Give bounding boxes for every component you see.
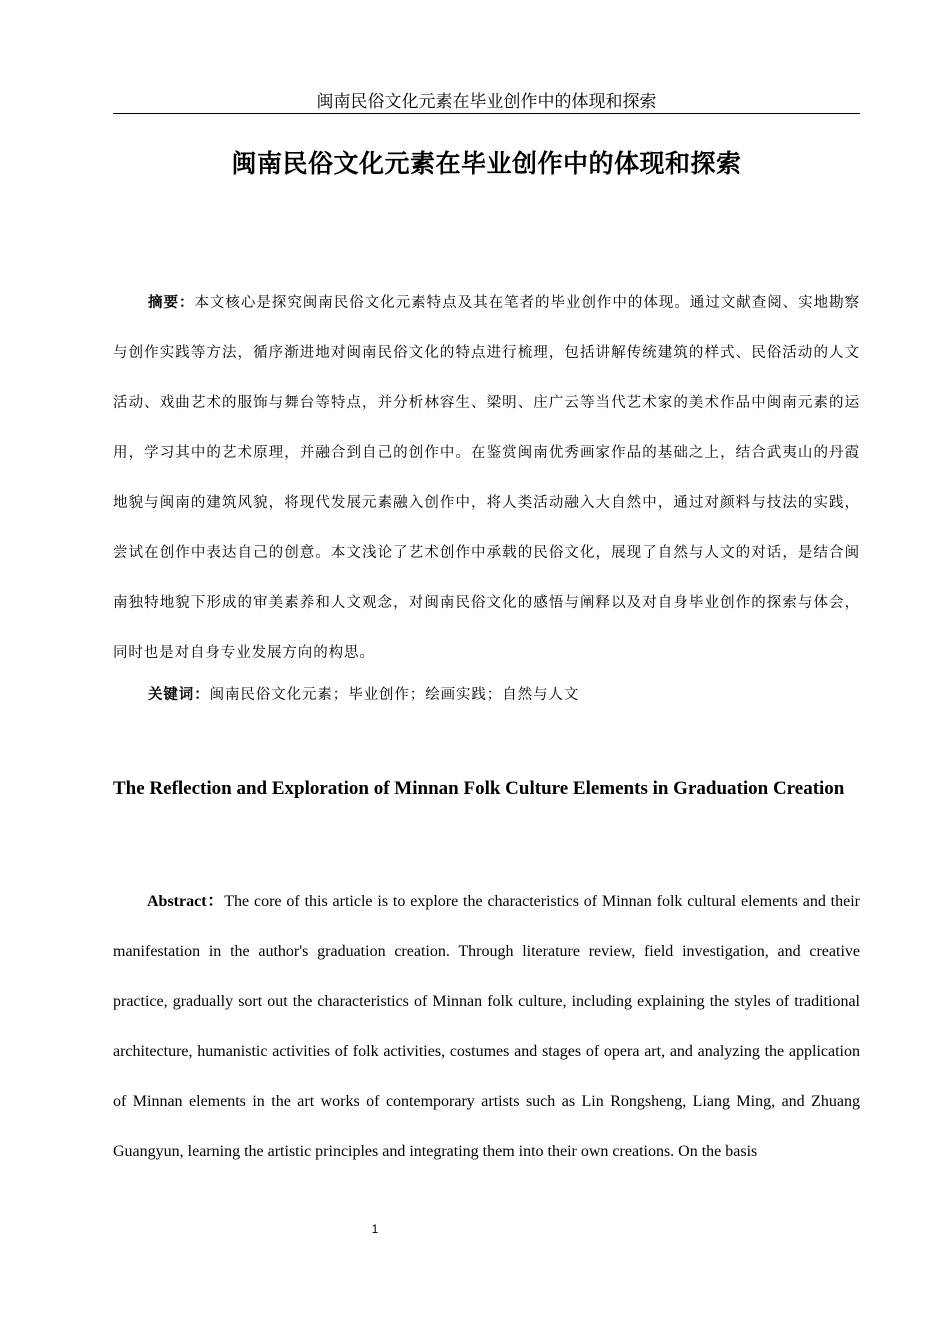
running-header: 闽南民俗文化元素在毕业创作中的体现和探索 xyxy=(113,92,860,114)
chinese-abstract-text: 本文核心是探究闽南民俗文化元素特点及其在笔者的毕业创作中的体现。通过文献查阅、实地勘察与创作实践等方法，循序渐进地对闽南民俗文化的特点进行梳理，包括讲解传统建筑的样式、民俗活动的人文活动、戏曲艺术的服饰与舞台等特点，并分析林容生、梁明、庄广云等当代艺术家的美术作品中闽南元素的运用，学习其中的艺术原理，并融合到自己的创作中。在鉴赏闽南优秀画家作品的基础之上，结合武夷山的丹霞地貌与闽南的建筑风貌，将现代发展元素融入创作中，将人类活动融入大自然中，通过对颜料与技法的实践，尝试在创作中表达自己的创意。本文浅论了艺术创作中承载的民俗文化，展现了自然与人文的对话，是结合闽南独特地貌下形成的审美素养和人文观念，对闽南民俗文化的感悟与阐释以及对自身毕业创作的探索与体会，同时也是对自身专业发展方向的构思。 xyxy=(113,295,861,661)
english-title: The Reflection and Exploration of Minnan Folk Culture Elements in Graduation Creation xyxy=(113,778,845,799)
english-abstract-label: Abstract： xyxy=(147,893,225,910)
chinese-keywords xyxy=(113,670,860,720)
english-abstract-text: The core of this article is to explore the characteristics of Minnan folk cultural elements and their manifestation in the author's graduation creation. Through literature review, field investigation, and creative practice, gradually sort out the characteristics of Minnan folk culture, including explaining the styles of traditional architecture, humanistic activities of folk activities, costumes and stages of opera art, and analyzing the application of Minnan elements in the art works of contemporary artists such as Lin Rongsheng, Liang Ming, and Zhuang Guangyun, learning the artistic principles and integrating them into their own creations. On the basis xyxy=(113,893,860,1160)
english-abstract xyxy=(113,877,860,1177)
chinese-keywords-label: 关键词： xyxy=(148,686,210,703)
page-number: 1 xyxy=(371,1222,379,1236)
chinese-abstract xyxy=(113,278,860,678)
chinese-keywords-text: 闽南民俗文化元素；毕业创作；绘画实践；自然与人文 xyxy=(209,687,580,703)
page-title: 闽南民俗文化元素在毕业创作中的体现和探索 xyxy=(231,149,742,178)
chinese-abstract-label: 摘要： xyxy=(148,294,195,311)
